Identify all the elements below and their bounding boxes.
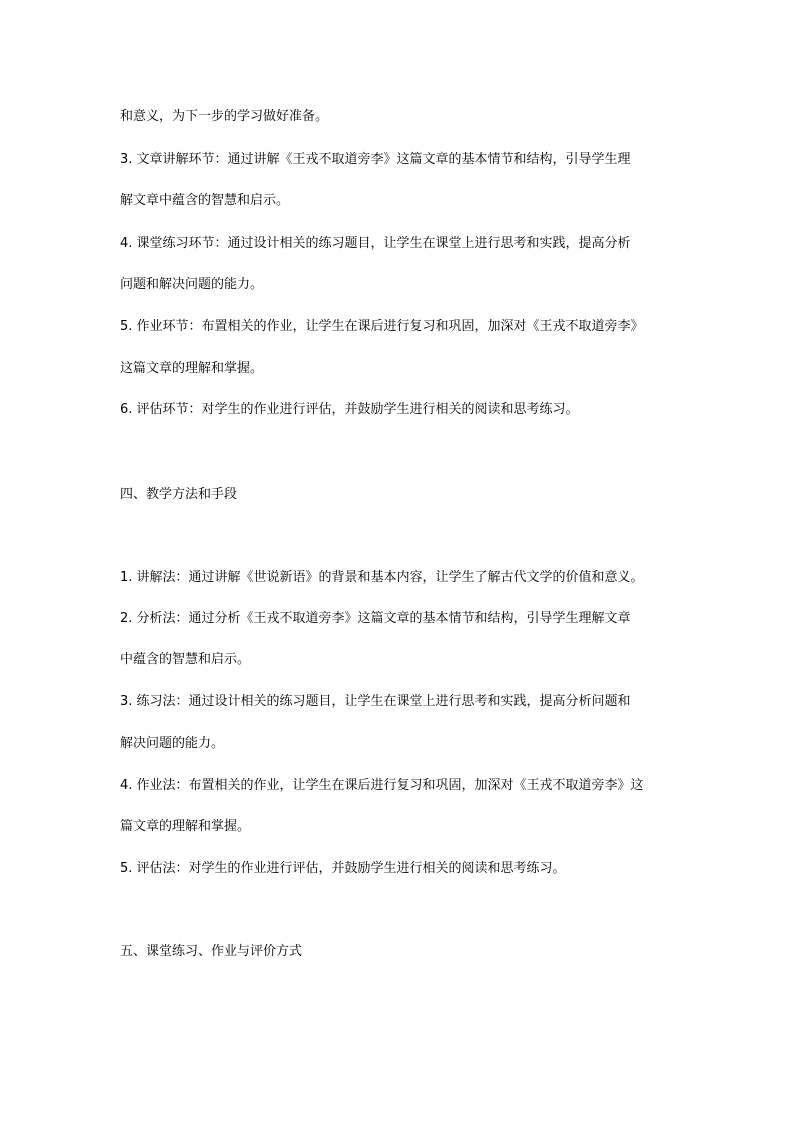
paragraph-line: 1. 讲解法：通过讲解《世说新语》的背景和基本内容，让学生了解古代文学的价值和意义。 <box>120 570 644 585</box>
paragraph-line: 6. 评估环节：对学生的作业进行评估，并鼓励学生进行相关的阅读和思考练习。 <box>120 402 579 417</box>
paragraph-line: 这篇文章的理解和掌握。 <box>120 361 264 376</box>
section-heading: 五、课堂练习、作业与评价方式 <box>120 944 303 959</box>
paragraph-line: 5. 评估法：对学生的作业进行评估，并鼓励学生进行相关的阅读和思考练习。 <box>120 861 566 876</box>
paragraph-line: 2. 分析法：通过分析《王戎不取道旁李》这篇文章的基本情节和结构，引导学生理解文章 <box>120 611 631 626</box>
paragraph-line: 4. 课堂练习环节：通过设计相关的练习题目，让学生在课堂上进行思考和实践，提高分析 <box>120 236 631 251</box>
paragraph-line: 3. 练习法：通过设计相关的练习题目，让学生在课堂上进行思考和实践，提高分析问题和 <box>120 694 631 709</box>
paragraph-line: 中蕴含的智慧和启示。 <box>120 652 251 667</box>
paragraph-line: 5. 作业环节：布置相关的作业，让学生在课后进行复习和巩固，加深对《王戎不取道旁李》 <box>120 319 644 334</box>
paragraph-line: 篇文章的理解和掌握。 <box>120 819 251 834</box>
paragraph-line: 问题和解决问题的能力。 <box>120 277 264 292</box>
paragraph-line: 3. 文章讲解环节：通过讲解《王戎不取道旁李》这篇文章的基本情节和结构，引导学生理 <box>120 152 631 167</box>
paragraph-line: 和意义，为下一步的学习做好准备。 <box>120 109 329 124</box>
section-heading: 四、教学方法和手段 <box>120 487 238 502</box>
paragraph-line: 解文章中蕴含的智慧和启示。 <box>120 193 290 208</box>
paragraph-line: 4. 作业法：布置相关的作业，让学生在课后进行复习和巩固，加深对《王戎不取道旁李》这 <box>120 778 644 793</box>
paragraph-line: 解决问题的能力。 <box>120 736 225 751</box>
